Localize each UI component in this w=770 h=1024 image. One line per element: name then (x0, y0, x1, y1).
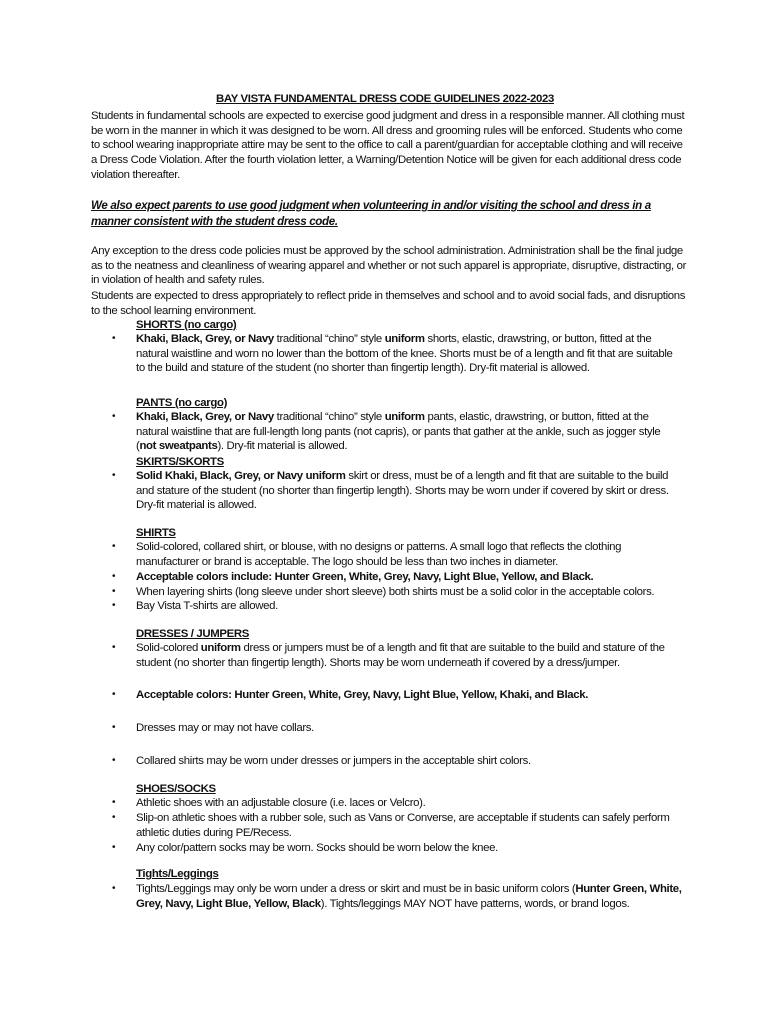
bullet-icon: • (112, 600, 116, 611)
bullet-icon: • (112, 571, 116, 582)
bullet-icon: • (112, 689, 116, 700)
pants-colors: Khaki, Black, Grey, or Navy (136, 411, 274, 423)
dresses-heading: DRESSES / JUMPERS (136, 628, 250, 640)
pants-heading: PANTS (no cargo) (136, 397, 228, 409)
dresses-text-1b: dress or jumpers must be of a length and fit that are suitable to the build and stature of the student (no shorter than fingertip length). Shorts may be worn underneath if covered by a dress/jumper. (136, 642, 665, 669)
dresses-text-2: Acceptable colors: Hunter Green, White, Grey, Navy, Light Blue, Yellow, Khaki, and Black. (136, 689, 589, 701)
shoes-text-2: Slip-on athletic shoes with a rubber sole, such as Vans or Converse, are acceptable if students can safely perform athletic duties during PE/Recess. (136, 812, 670, 839)
shirts-item-1 (112, 540, 682, 569)
shoes-item-2 (112, 811, 682, 840)
shoes-text-1: Athletic shoes with an adjustable closure (i.e. laces or Velcro). (136, 797, 426, 809)
shirts-text-1: Solid-colored, collared shirt, or blouse, with no designs or patterns. A small logo that reflects the clothing manufacturer or brand is acceptable. The logo should be less than two inches in diameter. (136, 541, 622, 568)
shorts-colors: Khaki, Black, Grey, or Navy (136, 333, 274, 345)
bullet-icon: • (112, 722, 116, 733)
skirts-item (112, 469, 682, 513)
pants-text-1: traditional “chino” style (273, 411, 385, 423)
shorts-text-1: traditional “chino” style (273, 333, 385, 345)
shorts-text-2: shorts, elastic, drawstring, or button, fitted at the natural waistline and worn no lower than the bottom of the knee. Shorts must be of a length and fit that are suitable to the build and stature of the student (no shorter than fingertip length). Dry-fit material is allowed. (136, 333, 673, 375)
shirts-heading: SHIRTS (136, 527, 176, 539)
shirts-item-4 (112, 599, 682, 614)
expectation-paragraph: Students are expected to dress appropriately to reflect pride in themselves and school and to avoid social fads, and disruptions to the school learning environment. (91, 290, 686, 317)
tights-text-2: ). Tights/leggings MAY NOT have patterns, words, or brand logos. (320, 897, 630, 910)
dresses-uniform: uniform (200, 642, 241, 654)
exception-paragraph: Any exception to the dress code policies must be approved by the school administration. Administration shall be the final judge as to the neatness and cleanliness of wearing apparel and whether or not such apparel is appropriate, disruptive, distracting, or in violation of health and safety rules. (91, 245, 687, 287)
intro-paragraph: Students in fundamental schools are expected to exercise good judgment and dress in a responsible manner. All clothing must be worn in the manner in which it was designed to be worn. All dress and grooming rules will be enforced. Students who come to school wearing inappropriate attire may be sent to the office to call a parent/guardian for acceptable clothing and will receive a Dress Code Violation. After the fourth violation letter, a Warning/Detention Notice will be given for each additional dress code violation thereafter. (91, 110, 685, 181)
dresses-text-1a: Solid-colored (136, 642, 201, 654)
pants-not-sweatpants: not sweatpants (139, 440, 218, 453)
shorts-heading: SHORTS (no cargo) (136, 319, 237, 331)
bullet-icon: • (112, 642, 116, 653)
shirts-text-4: Bay Vista T-shirts are allowed. (136, 600, 278, 612)
bullet-icon: • (112, 797, 116, 808)
shirts-item-2 (112, 570, 682, 585)
bullet-icon: • (112, 812, 116, 823)
bullet-icon: • (112, 411, 116, 422)
shirts-item-3 (112, 585, 682, 600)
dresses-item-2 (112, 688, 682, 703)
tights-item (112, 882, 682, 911)
bullet-icon: • (112, 842, 116, 853)
pants-text-2: pants, elastic, drawstring, or button, fitted at the natural waistline that are full-length long pants (not capris), or pants that gather at the ankle, such as jogger style ( (136, 411, 661, 453)
dresses-text-4: Collared shirts may be worn under dresses or jumpers in the acceptable shirt colors. (136, 755, 531, 767)
document-title: BAY VISTA FUNDAMENTAL DRESS CODE GUIDELINES 2022-2023 (215, 93, 555, 105)
tights-heading: Tights/Leggings (136, 868, 219, 880)
shorts-item (112, 332, 682, 376)
shirts-text-2: Acceptable colors include: Hunter Green, White, Grey, Navy, Light Blue, Yellow, and Black. (136, 571, 594, 583)
tights-colors: Hunter Green, White, Grey, Navy, Light Blue, Yellow, Black (136, 883, 682, 910)
shirts-text-3: When layering shirts (long sleeve under short sleeve) both shirts must be a solid color in the acceptable colors. (136, 586, 655, 598)
bullet-icon: • (112, 755, 116, 766)
shoes-item-1 (112, 796, 682, 811)
pants-text-3: ). Dry-fit material is allowed. (217, 440, 348, 453)
bullet-icon: • (112, 333, 116, 344)
shoes-item-3 (112, 841, 682, 856)
pants-uniform: uniform (384, 411, 425, 423)
bullet-icon: • (112, 541, 116, 552)
dresses-item-3 (112, 721, 682, 736)
shorts-uniform: uniform (384, 333, 425, 345)
bullet-icon: • (112, 586, 116, 597)
tights-text-1: Tights/Leggings may only be worn under a dress or skirt and must be in basic uniform colors ( (136, 883, 576, 895)
dresses-text-3: Dresses may or may not have collars. (136, 722, 314, 734)
bullet-icon: • (112, 470, 116, 481)
dresses-item-1 (112, 641, 682, 670)
dresses-item-4 (112, 754, 682, 769)
skirts-colors: Solid Khaki, Black, Grey, or Navy uniform (136, 470, 346, 482)
parents-note: We also expect parents to use good judgment when volunteering in and/or visiting the school and dress in a manner consistent with the student dress code. (91, 199, 651, 228)
bullet-icon: • (112, 883, 116, 894)
pants-item (112, 410, 682, 454)
shoes-heading: SHOES/SOCKS (136, 783, 216, 795)
skirts-text-1: skirt or dress, must be of a length and fit that are suitable to the build and stature of the student (no shorter than fingertip length). Shorts may be worn under if covered by skirt or dress. Dry-fit material is allowed. (136, 470, 669, 512)
shoes-text-3: Any color/pattern socks may be worn. Socks should be worn below the knee. (136, 842, 498, 854)
skirts-heading: SKIRTS/SKORTS (136, 456, 224, 468)
